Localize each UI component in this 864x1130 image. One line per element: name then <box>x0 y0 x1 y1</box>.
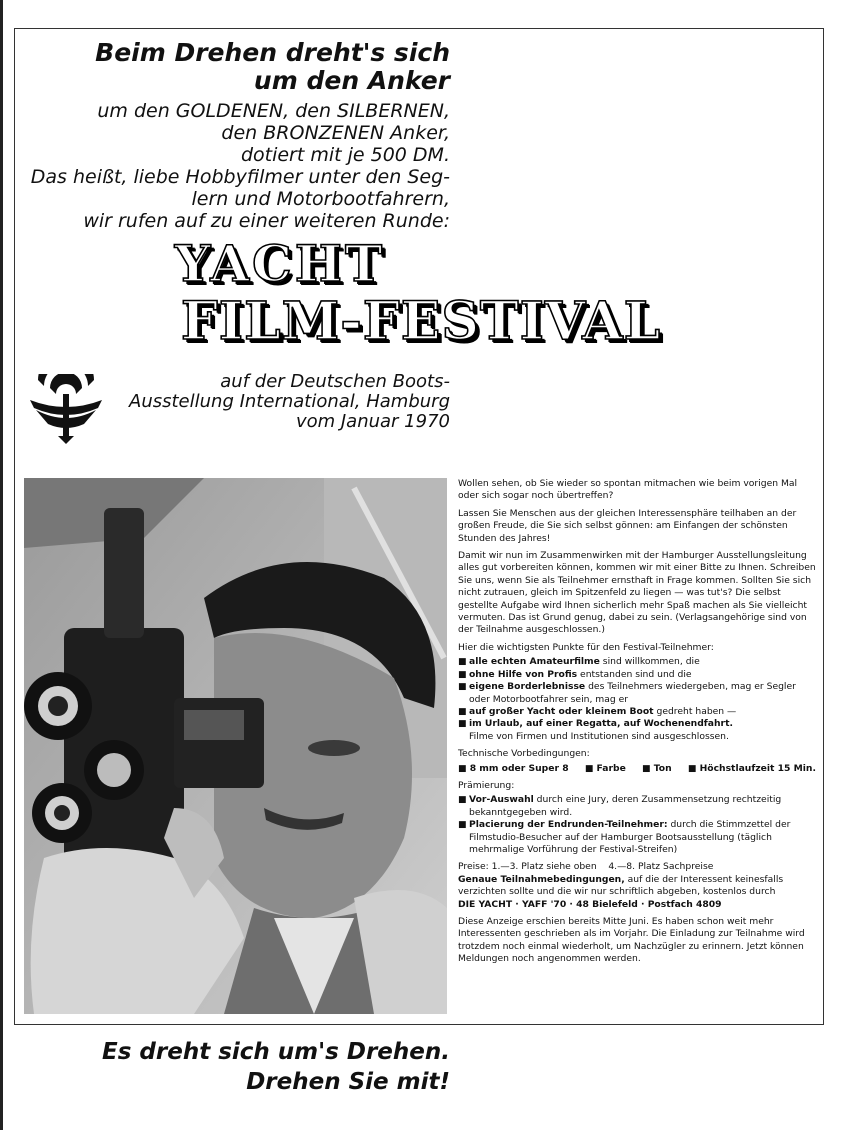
venue-line-2: Ausstellung International, Hamburg <box>129 391 450 412</box>
headline-line-1: um den GOLDENEN, den SILBERNEN, <box>97 100 450 122</box>
festival-title-yacht: YACHT <box>174 234 386 293</box>
intro-paragraph: Wollen sehen, ob Sie wieder so spontan mitmachen wie beim vorigen Mal oder sich sogar noch übertreffen? <box>458 478 798 502</box>
invitation-paragraph: Lassen Sie Menschen aus der gleichen Interessensphäre teilhaben an der großen Freude, die Sie sich selbst gönnen: am Einfangen der schönsten Stunden des Jahres! <box>458 507 797 544</box>
headline-line-5: lern und Motorbootfahrern, <box>191 188 450 210</box>
bullet-square-icon <box>458 669 469 681</box>
boat-show-logo-icon <box>26 374 106 446</box>
point-item: ■ im Urlaub, auf einer Regatta, auf Wochenendfahrt. <box>458 718 816 730</box>
contact-address: DIE YACHT · YAFF '70 · 48 Bielefeld · Postfach 4809 <box>458 898 722 910</box>
headline-line-4: Das heißt, liebe Hobbyfilmer unter den Seg- <box>30 166 450 188</box>
request-paragraph: Damit wir nun im Zusammenwirken mit der Hamburger Ausstellungsleitung alles gut vorbereiten können, kommen wir mit einer Bitte zu Ihnen. Schreiben Sie uns, wenn Sie als Teilnehmer ernsthaft in Frage kommen. Sollten Sie sich nicht zutrauen, gleich im Spitzenfeld zu liegen — was tut's? Die selbst gestellte Aufgabe wird Ihnen sicherlich mehr Spaß machen als Sie vielleicht vermuten. Das ist Grund genug, dabei zu sein. (Verlagsangehörige sind von der Teilnahme ausgeschlossen.) <box>458 550 816 636</box>
headline-line-2: den BRONZENEN Anker, <box>221 122 450 144</box>
tech-item: ■ Farbe <box>585 763 626 775</box>
point-item: ■ eigene Borderlebnisse des Teilnehmers wiedergeben, mag er Segler oder Motorbootfahrer sein, mag er <box>458 681 816 706</box>
festival-title-film-festival: FILM-FESTIVAL <box>180 291 662 352</box>
award-item: ■ Vor-Auswahl durch eine Jury, deren Zusammensetzung rechtzeitig bekanntgegeben wird. <box>458 794 816 819</box>
venue-line-1: auf der Deutschen Boots- <box>220 371 450 392</box>
point-item: ■ auf großer Yacht oder kleinem Boot gedreht haben — <box>458 706 816 718</box>
tech-item: ■ 8 mm oder Super 8 <box>458 763 569 775</box>
points-note: Filme von Firmen und Institutionen sind ausgeschlossen. <box>469 730 729 742</box>
tech-item: ■ Höchstlaufzeit 15 Min. <box>688 763 816 775</box>
point-item: ■ alle echten Amateurfilme sind willkommen, die <box>458 656 816 668</box>
closing-paragraph: Diese Anzeige erschien bereits Mitte Juni. Es haben schon weit mehr Interessenten geschrieben als im Vorjahr. Die Einladung zur Teilnahme wird trotzdem noch einmal wiederholt, um Nachzügler zu erinnern. Jetzt können Meldungen noch angenommen werden. <box>458 916 805 965</box>
headline-line-3: dotiert mit je 500 DM. <box>240 144 450 166</box>
points-intro: Hier die wichtigsten Punkte für den Festival-Teilnehmer: <box>458 641 714 653</box>
prizes-line: Preise: 1.—3. Platz siehe oben 4.—8. Platz Sachpreise <box>458 861 714 873</box>
bullet-square-icon <box>458 706 469 718</box>
conditions-paragraph: Genaue Teilnahmebedingungen, auf die der Interessent keinesfalls verzichten sollte und die wir nur schriftlich abgeben, kostenlos durch <box>458 873 784 898</box>
headline-bold-line-2: um den Anker <box>253 66 450 95</box>
tech-intro: Technische Vorbedingungen: <box>458 748 590 760</box>
bullet-square-icon <box>458 681 469 706</box>
point-item: ■ ohne Hilfe von Profis entstanden sind und die <box>458 669 816 681</box>
slogan-line-1: Es dreht sich um's Drehen. <box>102 1039 450 1065</box>
headline-line-6: wir rufen auf zu einer weiteren Runde: <box>83 210 450 232</box>
bullet-square-icon <box>458 656 469 668</box>
award-item: ■ Placierung der Endrunden-Teilnehmer: durch die Stimmzettel der Filmstudio-Besucher auf der Hamburger Bootsausstellung (täglich mehrmalige Vorführung der Festival-Streifen) <box>458 819 816 856</box>
tech-item: ■ Ton <box>642 763 672 775</box>
bullet-square-icon <box>458 794 469 819</box>
bullet-square-icon <box>458 819 469 856</box>
award-intro: Prämierung: <box>458 779 515 791</box>
page-edge <box>0 0 3 1130</box>
slogan-line-2: Drehen Sie mit! <box>246 1069 450 1095</box>
bullet-square-icon <box>458 718 469 730</box>
venue-line-3: vom Januar 1970 <box>295 411 450 432</box>
headline-bold-line-1: Beim Drehen dreht's sich <box>95 38 450 67</box>
tech-requirements <box>458 763 816 775</box>
cameraman-photo <box>24 478 447 1014</box>
body-text-column <box>458 478 816 971</box>
